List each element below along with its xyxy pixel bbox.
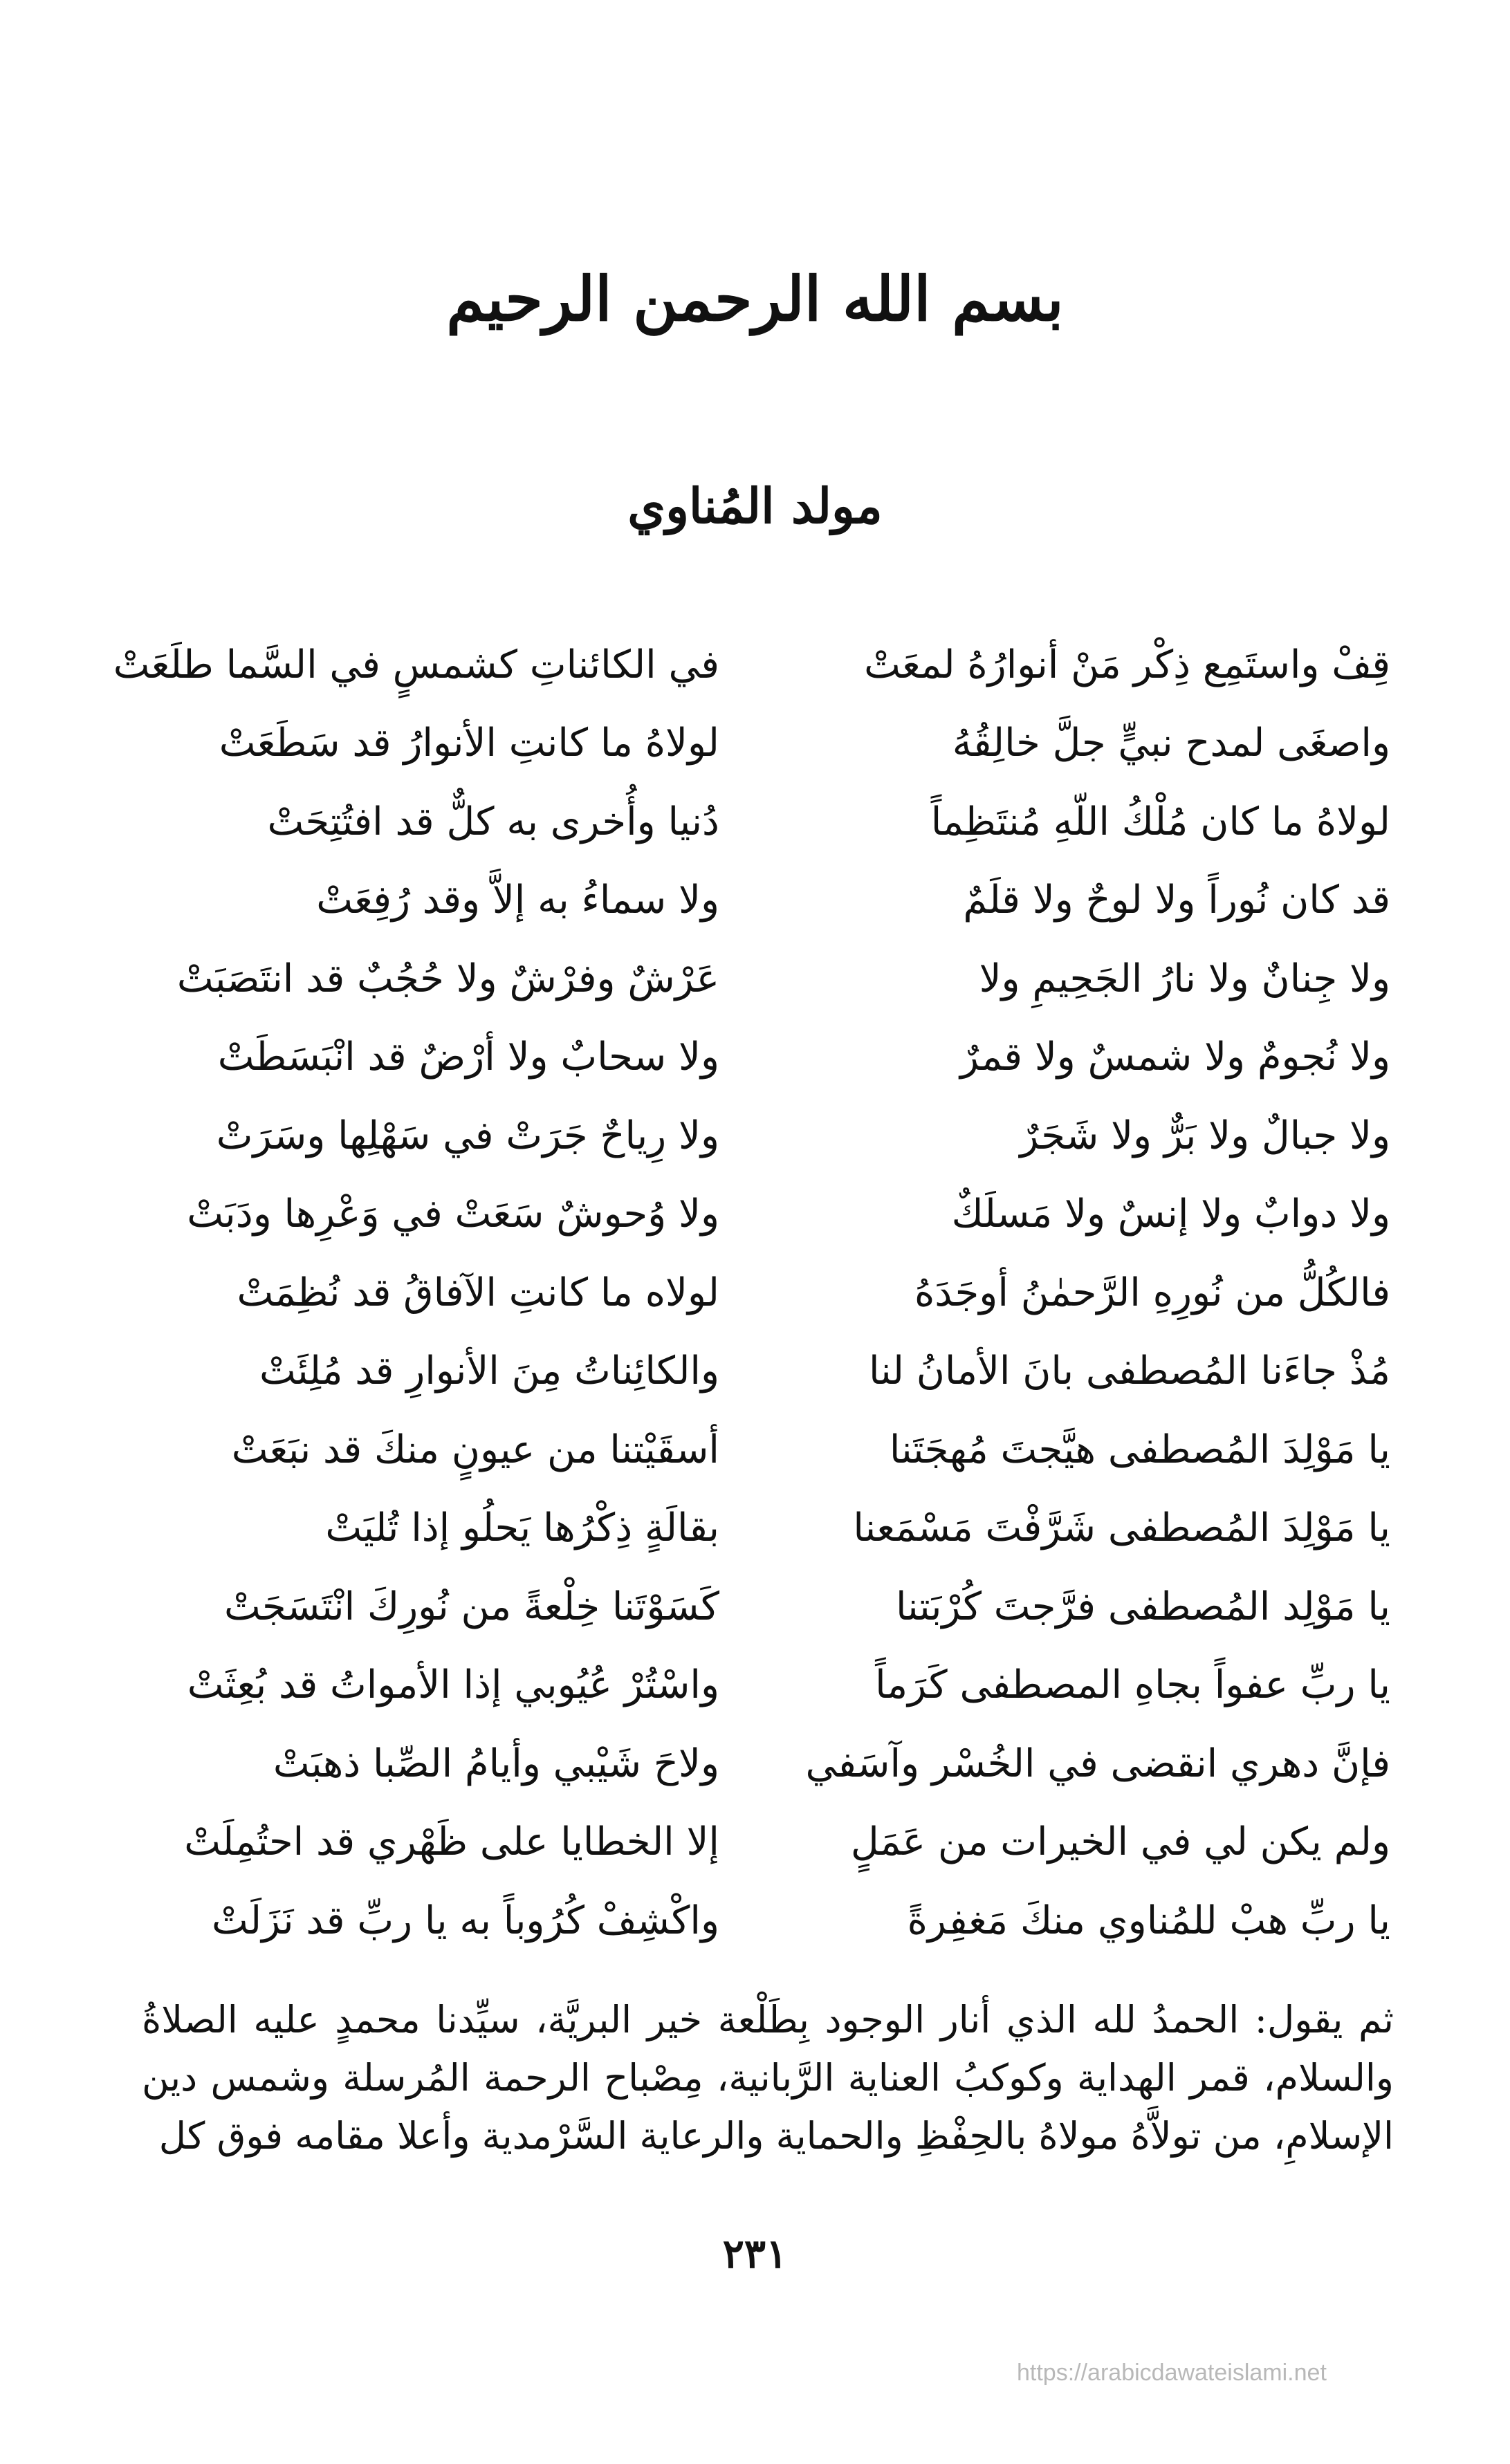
verse-second-hemistich: في الكائناتِ كشمسٍ في السَّما طلَعَتْ <box>113 642 719 687</box>
verse-first-hemistich: يا مَوْلِد المُصطفى فرَّجتَ كُرْبَتنا <box>895 1584 1390 1629</box>
poem-verse <box>145 940 1390 1019</box>
verse-second-hemistich: ولا سحابٌ ولا أرْضٌ قد انْبَسَطَتْ <box>217 1035 719 1080</box>
verse-first-hemistich: ولا دوابٌ ولا إنسٌ ولا مَسلَكٌ <box>951 1192 1390 1237</box>
watermark-url: https://arabicdawateislami.net <box>1017 2360 1327 2386</box>
verse-second-hemistich: أسقَيْتنا من عيونٍ منكَ قد نبَعَتْ <box>231 1427 719 1472</box>
verse-first-hemistich: ولا جبالٌ ولا بَرٌّ ولا شَجَرٌ <box>1020 1113 1390 1158</box>
verse-first-hemistich: فالكُلُّ من نُورِهِ الرَّحمٰنُ أوجَدَهُ <box>914 1270 1390 1315</box>
poem-verse <box>145 1254 1390 1333</box>
verse-second-hemistich: لولاهُ ما كانتِ الأنوارُ قد سَطَعَتْ <box>219 721 719 766</box>
verse-second-hemistich: إلا الخطايا على ظَهْري قد احتُمِلَتْ <box>184 1819 719 1865</box>
verse-first-hemistich: ولا جِنانٌ ولا نارُ الجَحِيمِ ولا <box>979 956 1390 1001</box>
poem-verse <box>113 626 1390 705</box>
verse-first-hemistich: لولاهُ ما كان مُلْكُ اللّهِ مُنتَظِماً <box>930 799 1390 844</box>
verse-second-hemistich: ولا سماءُ به إلاَّ وقد رُفِعَتْ <box>316 878 719 923</box>
verse-first-hemistich: ولا نُجومٌ ولا شمسٌ ولا قمرٌ <box>959 1035 1390 1080</box>
page-title: مولد المُناوي <box>627 477 883 535</box>
verse-second-hemistich: ولاحَ شَيْبي وأيامُ الصِّبا ذهبَتْ <box>273 1741 719 1786</box>
poem-verse <box>145 1725 1390 1804</box>
poem-verse <box>145 1568 1390 1647</box>
verse-second-hemistich: واسْتُرْ عُيُوبي إذا الأمواتُ قد بُعِثَتْ <box>187 1662 719 1708</box>
prose-paragraph: ثم يقول: الحمدُ لله الذي أنار الوجود بِطَلْعة خير البريَّة، سيِّدنا محمدٍ عليه الصلاةُ والسلام، قمر الهداية وكوكبُ العناية الرَّبانية، مِصْباح الرحمة المُرسلة وشمس دين الإسلامِ، من تولاَّهُ مولاهُ بالحِفْظِ والحماية والرعاية السَّرْمدية وأعلا مقامه فوق كل <box>142 1998 1394 2158</box>
verse-second-hemistich: والكائِناتُ مِنَ الأنوارِ قد مُلِئَتْ <box>259 1349 719 1394</box>
verse-first-hemistich: يا ربِّ عفواً بجاهِ المصطفى كَرَماً <box>875 1662 1390 1708</box>
verse-first-hemistich: فإنَّ دهري انقضى في الخُسْر وآسَفي <box>805 1741 1390 1786</box>
verse-second-hemistich: بقالَةٍ ذِكْرُها يَحلُو إذا تُليَتْ <box>325 1506 719 1551</box>
poem-verse <box>145 862 1390 941</box>
verse-second-hemistich: دُنيا وأُخرى به كلٌّ قد افتُتِحَتْ <box>267 799 719 844</box>
verse-first-hemistich: ولم يكن لي في الخيرات من عَمَلٍ <box>850 1819 1390 1865</box>
poem-verse <box>145 1804 1390 1882</box>
verse-second-hemistich: كَسَوْتَنا خِلْعةً من نُورِكَ انْتَسَجَتْ <box>224 1584 719 1629</box>
verse-first-hemistich: يا ربِّ هبْ للمُناوي منكَ مَغفِرةً <box>907 1898 1390 1943</box>
verse-second-hemistich: ولا رِياحٌ جَرَتْ في سَهْلِها وسَرَتْ <box>216 1113 719 1158</box>
poem-verse <box>145 1882 1390 1961</box>
poem-verse <box>145 1097 1390 1176</box>
verse-second-hemistich: واكْشِفْ كُرُوباً به يا ربِّ قد نَزَلَتْ <box>212 1898 719 1943</box>
poem-verse <box>145 783 1390 862</box>
poem-verse <box>145 1019 1390 1097</box>
poem-verse <box>145 1647 1390 1725</box>
poem-verse <box>145 1176 1390 1254</box>
verse-first-hemistich: يا مَوْلِدَ المُصطفى هيَّجتَ مُهجَتَنا <box>889 1427 1390 1472</box>
verse-first-hemistich: قِفْ واستَمِع ذِكْر مَنْ أنوارُهُ لمعَتْ <box>864 642 1390 687</box>
verse-second-hemistich: ولا وُحوشٌ سَعَتْ في وَعْرِها ودَبَتْ <box>187 1192 719 1237</box>
page-number: ٢٣١ <box>722 2230 788 2277</box>
verse-first-hemistich: يا مَوْلِدَ المُصطفى شَرَّفْتَ مَسْمَعنا <box>853 1506 1390 1551</box>
poem-verse <box>145 1411 1390 1490</box>
verse-first-hemistich: قد كان نُوراً ولا لوحٌ ولا قلَمٌ <box>963 878 1390 923</box>
poem-verse <box>145 705 1390 784</box>
poem-verse <box>145 1490 1390 1568</box>
verse-second-hemistich: لولاه ما كانتِ الآفاقُ قد نُظِمَتْ <box>237 1270 719 1315</box>
verse-second-hemistich: عَرْشٌ وفرْشٌ ولا حُجُبٌ قد انتَصَبَتْ <box>176 956 719 1001</box>
poem-verse <box>145 1333 1390 1411</box>
verse-first-hemistich: واصغَى لمدح نبيٍّ جلَّ خالِقُهُ <box>952 721 1390 766</box>
verse-first-hemistich: مُذْ جاءَنا المُصطفى بانَ الأمانُ لنا <box>868 1349 1390 1394</box>
poem <box>113 626 1390 1961</box>
basmala-calligraphy: بسم الله الرحمن الرحيم <box>446 263 1064 335</box>
